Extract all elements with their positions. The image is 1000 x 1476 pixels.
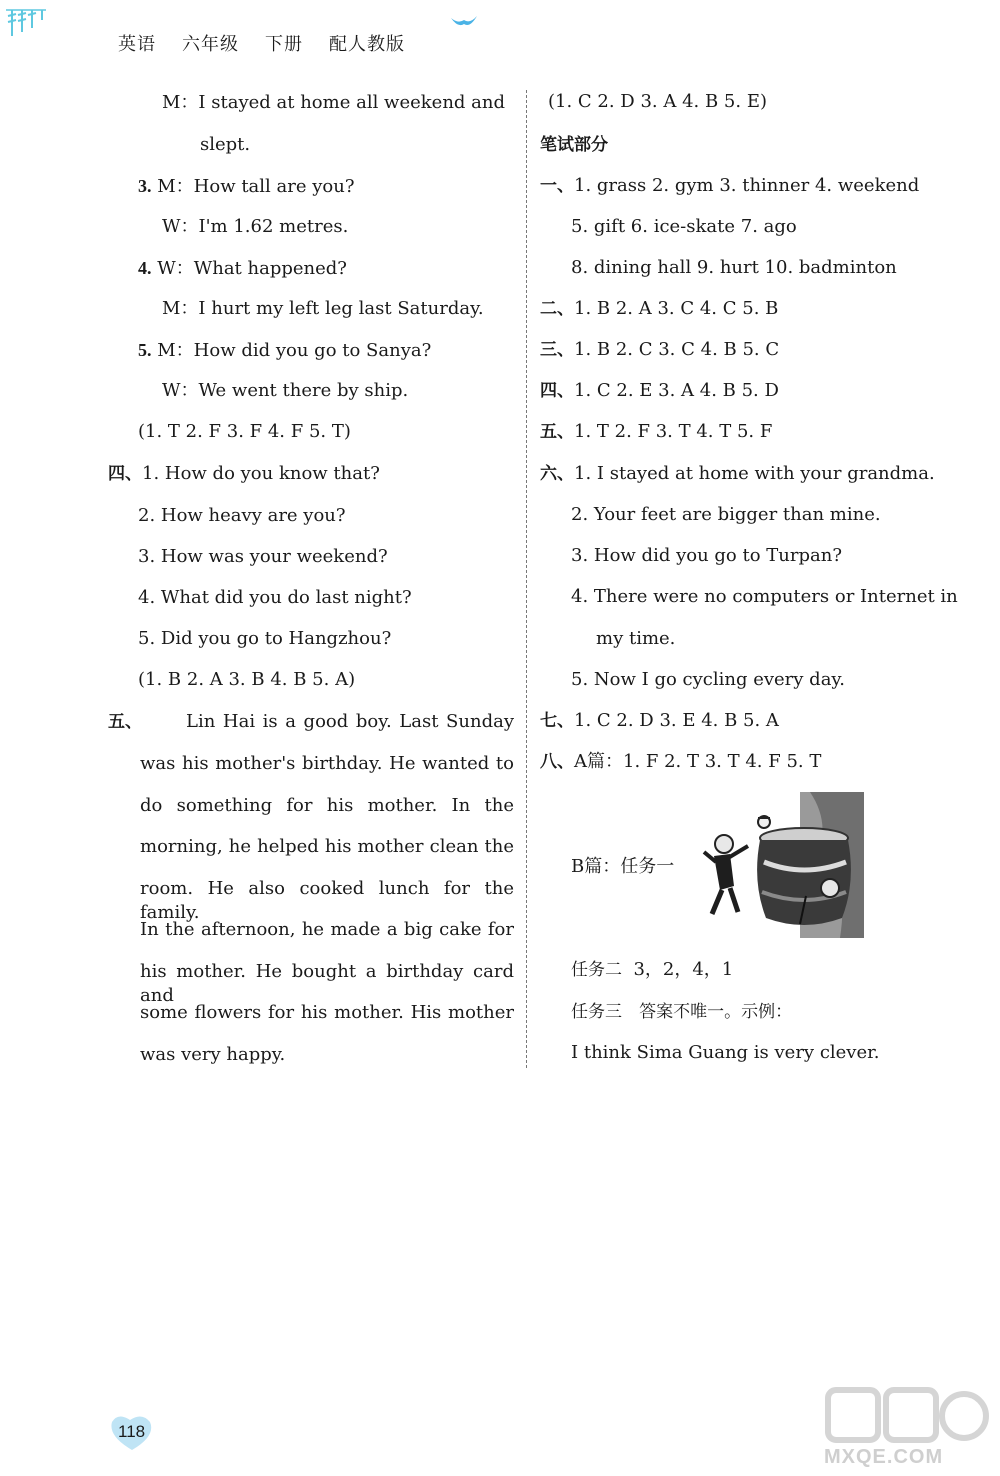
section-label: 三、 [540,340,574,360]
answer-text: 1. C 2. E 3. A 4. B 5. D [574,380,779,401]
sima-guang-vat-illustration [700,792,864,938]
dialog-line: M：I stayed at home all weekend and [162,92,506,113]
sentence-text: 5. Now I go cycling every day. [571,669,845,690]
task-1-label: B篇：任务一 [571,856,675,877]
question-text: 1. How do you know that? [142,463,380,484]
section-1-row [540,174,919,198]
written-section-title: 笔试部分 [540,135,608,155]
task-2-row [571,958,733,982]
sentence-text: my time. [596,628,676,649]
task-3-row [571,1000,792,1024]
section-3-row [540,338,779,362]
section-8-row [540,750,821,774]
task-answer: 答案不唯一。示例： [639,1002,793,1022]
task-answer: 3，2，4，1 [633,959,734,980]
sentence-text: 4. There were no computers or Internet in [571,586,958,607]
dialog-line: W：I'm 1.62 metres. [162,216,349,237]
answer-line: (1. T 2. F 3. F 4. F 5. T) [138,421,351,442]
passage-line: morning, he helped his mother clean the [140,836,514,857]
section-label: 八、 [540,752,574,772]
answer-text: A篇：1. F 2. T 3. T 4. F 5. T [574,751,822,772]
passage-line: room. He also cooked lunch for the family. [140,878,514,923]
item-number: 4. [138,258,152,278]
section-5-row [540,420,772,444]
question-text: 2. How heavy are you? [138,505,346,526]
answer-line: (1. C 2. D 3. A 4. B 5. E) [548,91,767,112]
question-text: 3. How was your weekend? [138,546,388,567]
task-label: 任务二 [571,960,622,980]
question-text: 4. What did you do last night? [138,587,412,608]
dialog-line: M：How tall are you? [157,176,355,197]
passage-line: do something for his mother. In the [140,795,514,816]
header-volume: 下册 [265,34,303,55]
section-label: 六、 [540,464,574,484]
passage-line: some flowers for his mother. His mother [140,1002,514,1023]
answer-text: 1. C 2. D 3. E 4. B 5. A [574,710,779,731]
section-6-row [540,462,935,486]
answer-text: 8. dining hall 9. hurt 10. badminton [571,257,897,278]
watermark [820,1380,990,1470]
answer-line: (1. B 2. A 3. B 4. B 5. A) [138,669,356,690]
item-number: 5. [138,340,152,360]
dialog-line: M：I hurt my left leg last Saturday. [162,298,484,319]
dialog-item [138,338,431,363]
dialog-line: W：We went there by ship. [162,380,409,401]
passage-line: his mother. He bought a birthday card and [140,961,514,1006]
answer-text: 1. T 2. F 3. T 4. T 5. F [574,421,773,442]
passage-line: was very happy. [140,1044,286,1065]
sentence-text: 3. How did you go to Turpan? [571,545,842,566]
section-4-row [540,379,779,403]
corner-decoration-icon [6,6,56,42]
column-divider [526,90,527,1068]
section-7-row [540,709,779,733]
dialog-line: W：What happened? [157,258,347,279]
answer-text: 5. gift 6. ice-skate 7. ago [571,216,797,237]
answer-text: 1. B 2. A 3. C 4. C 5. B [574,298,779,319]
bird-icon [450,14,478,32]
section-label: 四、 [108,464,142,484]
task-3-example: I think Sima Guang is very clever. [571,1042,880,1063]
passage-line: In the afternoon, he made a big cake for [140,919,514,940]
page-number-text: 118 [118,1422,146,1441]
passage-line: was his mother's birthday. He wanted to [140,753,514,774]
header-grade: 六年级 [182,34,239,55]
dialog-item [138,256,347,281]
question-text: 5. Did you go to Hangzhou? [138,628,392,649]
section-label: 四、 [540,381,574,401]
section-label: 五、 [540,422,574,442]
section-4-item [108,462,380,486]
section-label: 五、 [108,712,142,732]
sentence-text: 1. I stayed at home with your grandma. [574,463,935,484]
passage-line: Lin Hai is a good boy. Last Sunday [186,711,514,732]
header-subject: 英语 [118,34,156,55]
dialog-line: slept. [200,134,251,155]
watermark-logo-icon [820,1380,990,1446]
item-number: 3. [138,176,152,196]
answer-text: 1. B 2. C 3. C 4. B 5. C [574,339,780,360]
task-label: 任务三 [571,1002,622,1022]
section-2-row [540,297,778,321]
watermark-text: MXQE.COM [824,1446,944,1468]
dialog-item [138,174,355,199]
header-edition: 配人教版 [329,34,405,55]
sentence-text: 2. Your feet are bigger than mine. [571,504,881,525]
section-label: 二、 [540,299,574,319]
section-label: 一、 [540,176,574,196]
page-number [108,1414,154,1452]
answer-text: 1. grass 2. gym 3. thinner 4. weekend [574,175,920,196]
dialog-line: M：How did you go to Sanya? [157,340,432,361]
section-label: 七、 [540,711,574,731]
page-header [118,30,431,56]
